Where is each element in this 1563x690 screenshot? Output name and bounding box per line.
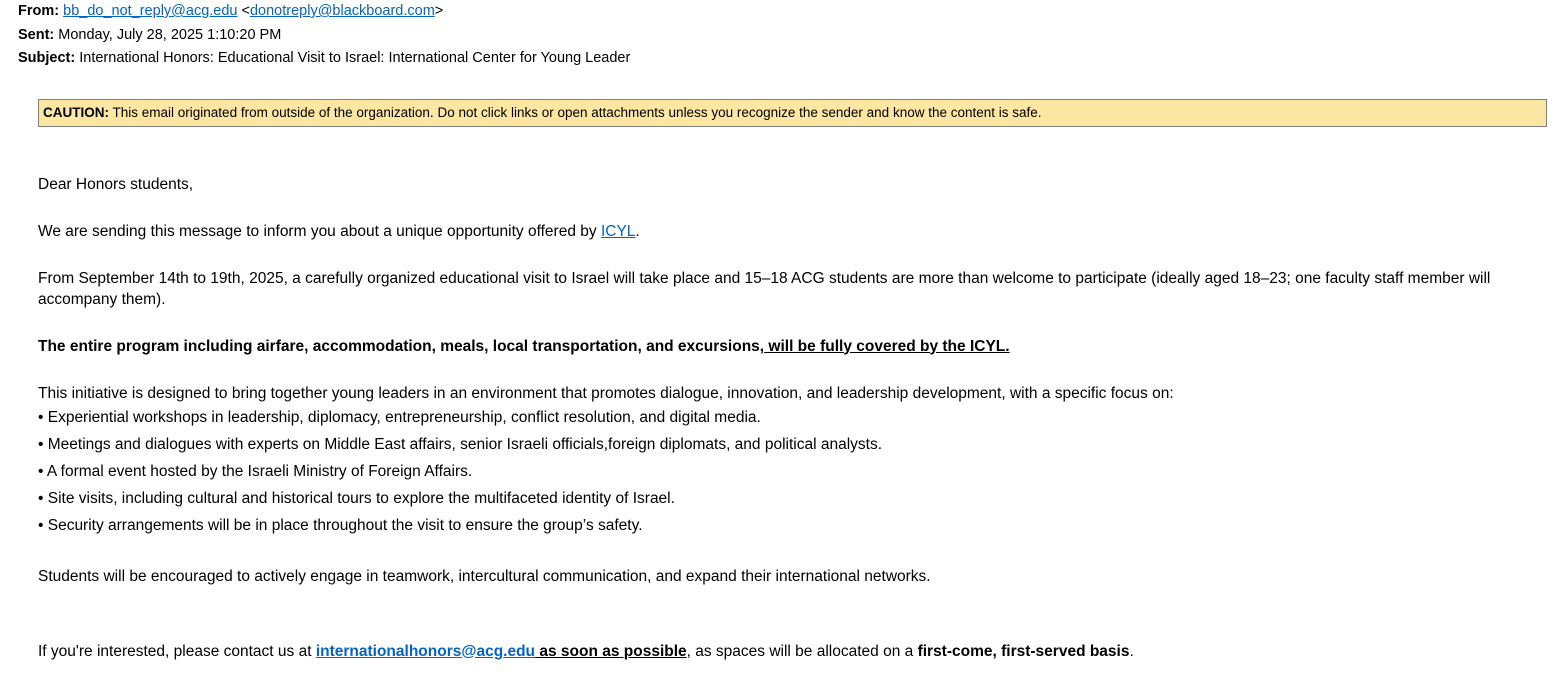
email-header-block bbox=[18, 0, 1545, 71]
sender-alt-close: > bbox=[434, 3, 444, 19]
coverage-underlined-text: will be fully covered by the ICYL. bbox=[764, 337, 1010, 355]
spacer-after-bullets bbox=[38, 539, 1518, 566]
header-row-from bbox=[18, 0, 1545, 24]
focus-bullet-list bbox=[38, 404, 1518, 539]
contact-end-text: . bbox=[1129, 642, 1134, 660]
sent-label: Sent: bbox=[18, 26, 55, 43]
from-value bbox=[63, 3, 443, 19]
sender-alt-email-link[interactable]: donotreply@blackboard.com bbox=[249, 3, 435, 19]
sender-alt-open: < bbox=[237, 3, 250, 19]
list-item: • Site visits, including cultural and historical tours to explore the multifaceted identity of Israel. bbox=[38, 489, 675, 507]
list-item: • Meetings and dialogues with experts on Middle East affairs, senior Israeli officials,foreign diplomats, and political analysts. bbox=[38, 435, 883, 453]
initiative-paragraph: This initiative is designed to bring together young leaders in an environment that promotes dialogue, innovation, and leadership development, with a specific focus on: bbox=[38, 384, 1174, 402]
intro-text-after: . bbox=[635, 222, 640, 240]
email-body bbox=[38, 174, 1518, 662]
engagement-paragraph: Students will be encouraged to actively engage in teamwork, intercultural communication, and expand their international networks. bbox=[38, 567, 931, 585]
contact-middle-text: , as spaces will be allocated on a bbox=[686, 642, 918, 660]
coverage-paragraph bbox=[38, 336, 1518, 357]
list-item: • Experiential workshops in leadership, diplomacy, entrepreneurship, conflict resolution, and digital media. bbox=[38, 408, 761, 426]
external-sender-caution-banner bbox=[38, 99, 1547, 127]
dates-paragraph: From September 14th to 19th, 2025, a carefully organized educational visit to Israel will take place and 15–18 ACG students are more than welcome to participate (ideally aged 18–23; one faculty staff member will accompany them). bbox=[38, 269, 1491, 308]
from-label: From: bbox=[18, 3, 60, 19]
contact-email-link[interactable]: internationalhonors@acg.edu bbox=[315, 642, 536, 660]
spacer-before-contact bbox=[38, 587, 1518, 614]
list-item: • A formal event hosted by the Israeli Ministry of Foreign Affairs. bbox=[38, 462, 473, 480]
icyl-link[interactable]: ICYL bbox=[600, 222, 636, 240]
caution-text: This email originated from outside of the organization. Do not click links or open attachments unless you recognize the sender and know the content is safe. bbox=[112, 104, 1042, 120]
sent-value: Monday, July 28, 2025 1:10:20 PM bbox=[58, 26, 282, 43]
coverage-bold-text: The entire program including airfare, accommodation, meals, local transportation, and excursions, bbox=[38, 337, 765, 355]
contact-asap-text: as soon as possible bbox=[535, 642, 687, 660]
contact-text-before: If you're interested, please contact us at bbox=[38, 642, 316, 660]
subject-label: Subject: bbox=[18, 50, 76, 66]
contact-basis-text: first-come, first-served basis bbox=[917, 642, 1130, 660]
sender-email-link[interactable]: bb_do_not_reply@acg.edu bbox=[63, 3, 238, 19]
caution-label: CAUTION: bbox=[43, 104, 109, 120]
greeting-paragraph: Dear Honors students, bbox=[38, 175, 194, 193]
subject-value: International Honors: Educational Visit to Israel: International Center for Young Leader bbox=[79, 50, 631, 66]
contact-paragraph bbox=[38, 641, 1518, 662]
header-row-subject bbox=[18, 47, 1545, 71]
list-item: • Security arrangements will be in place throughout the visit to ensure the group’s safety. bbox=[38, 516, 643, 534]
spacer-before-contact-2 bbox=[38, 614, 1518, 641]
header-row-sent bbox=[18, 24, 1545, 48]
intro-text-before: We are sending this message to inform you about a unique opportunity offered by bbox=[38, 222, 601, 240]
intro-paragraph bbox=[38, 221, 1518, 242]
